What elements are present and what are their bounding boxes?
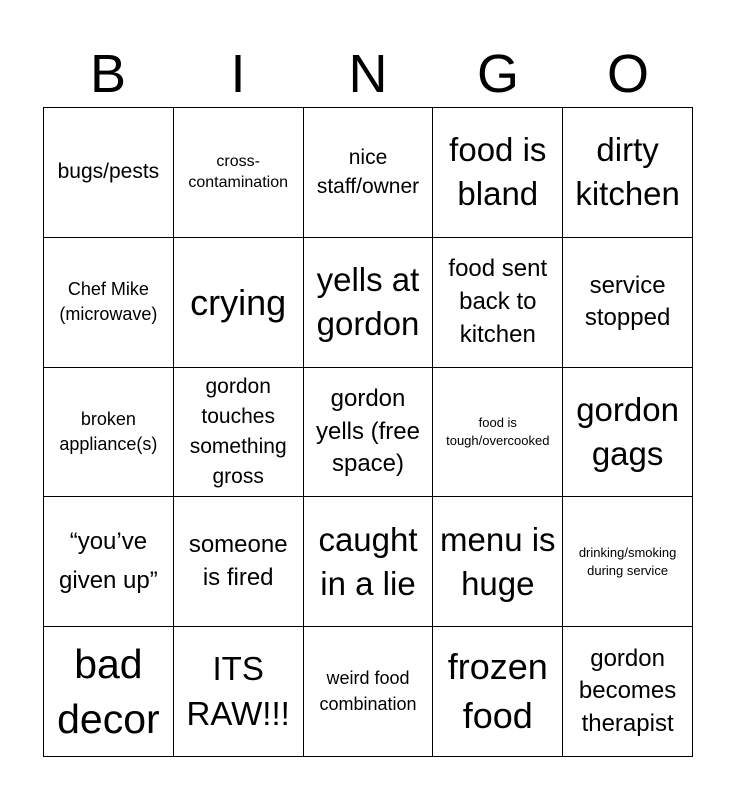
cell-text: food sent back to kitchen	[448, 255, 548, 348]
bingo-board	[43, 107, 693, 757]
bingo-header	[43, 40, 693, 108]
bingo-cell[interactable]	[304, 108, 434, 238]
cell-text: broken appliance(s)	[59, 408, 158, 454]
bingo-cell[interactable]	[304, 497, 434, 627]
bingo-cell[interactable]	[433, 238, 563, 368]
bingo-cell[interactable]	[174, 368, 304, 498]
cell-text: service stopped	[584, 271, 671, 332]
header-letter-b: B	[89, 44, 127, 104]
bingo-cell[interactable]	[433, 627, 563, 757]
bingo-cell[interactable]	[174, 497, 304, 627]
cell-text: menu is huge	[440, 520, 556, 602]
header-letter-g: G	[476, 44, 519, 104]
cell-text: yells at gordon	[316, 260, 420, 343]
cell-text: ITS RAW!!!	[186, 650, 290, 732]
cell-text: bad decor	[57, 641, 160, 742]
bingo-cell[interactable]	[433, 497, 563, 627]
bingo-cell[interactable]	[433, 108, 563, 238]
bingo-cell[interactable]	[44, 108, 174, 238]
cell-text: food is tough/overcooked	[446, 415, 550, 448]
cell-text: bugs/pests	[57, 160, 160, 184]
cell-text: drinking/smoking during service	[578, 545, 677, 578]
bingo-cell[interactable]	[563, 368, 693, 498]
bingo-cell[interactable]	[563, 238, 693, 368]
cell-text: weird food combination	[319, 668, 417, 714]
bingo-cell[interactable]	[174, 238, 304, 368]
cell-text: nice staff/owner	[316, 145, 420, 199]
bingo-cell[interactable]	[304, 627, 434, 757]
cell-text: cross-contamination	[188, 152, 288, 192]
cell-text: caught in a lie	[318, 520, 418, 602]
bingo-cell[interactable]	[44, 627, 174, 757]
cell-text: frozen food	[447, 645, 548, 736]
bingo-cell[interactable]	[174, 627, 304, 757]
cell-text: someone is fired	[188, 531, 288, 591]
cell-text: Chef Mike (microwave)	[59, 279, 158, 325]
bingo-cell[interactable]	[44, 368, 174, 498]
bingo-cell[interactable]	[433, 368, 563, 498]
cell-text: “you’ve given up”	[59, 528, 158, 594]
header-letter-i: I	[230, 44, 246, 104]
bingo-cell[interactable]	[563, 627, 693, 757]
bingo-cell[interactable]	[174, 108, 304, 238]
cell-text: gordon becomes therapist	[578, 644, 677, 737]
bingo-cell[interactable]	[563, 108, 693, 238]
bingo-cell[interactable]	[304, 368, 434, 498]
cell-text: gordon touches something gross	[189, 375, 287, 488]
cell-text: food is bland	[449, 131, 547, 213]
cell-text: dirty kitchen	[575, 131, 680, 213]
bingo-cell[interactable]	[44, 497, 174, 627]
bingo-cell[interactable]	[304, 238, 434, 368]
bingo-cell[interactable]	[563, 497, 693, 627]
header-letter-o: O	[606, 44, 649, 104]
bingo-cell[interactable]	[44, 238, 174, 368]
cell-text: gordon gags	[576, 390, 679, 472]
cell-text: gordon yells (free space)	[315, 385, 420, 478]
cell-text: crying	[190, 281, 287, 323]
header-letter-n: N	[348, 44, 388, 104]
